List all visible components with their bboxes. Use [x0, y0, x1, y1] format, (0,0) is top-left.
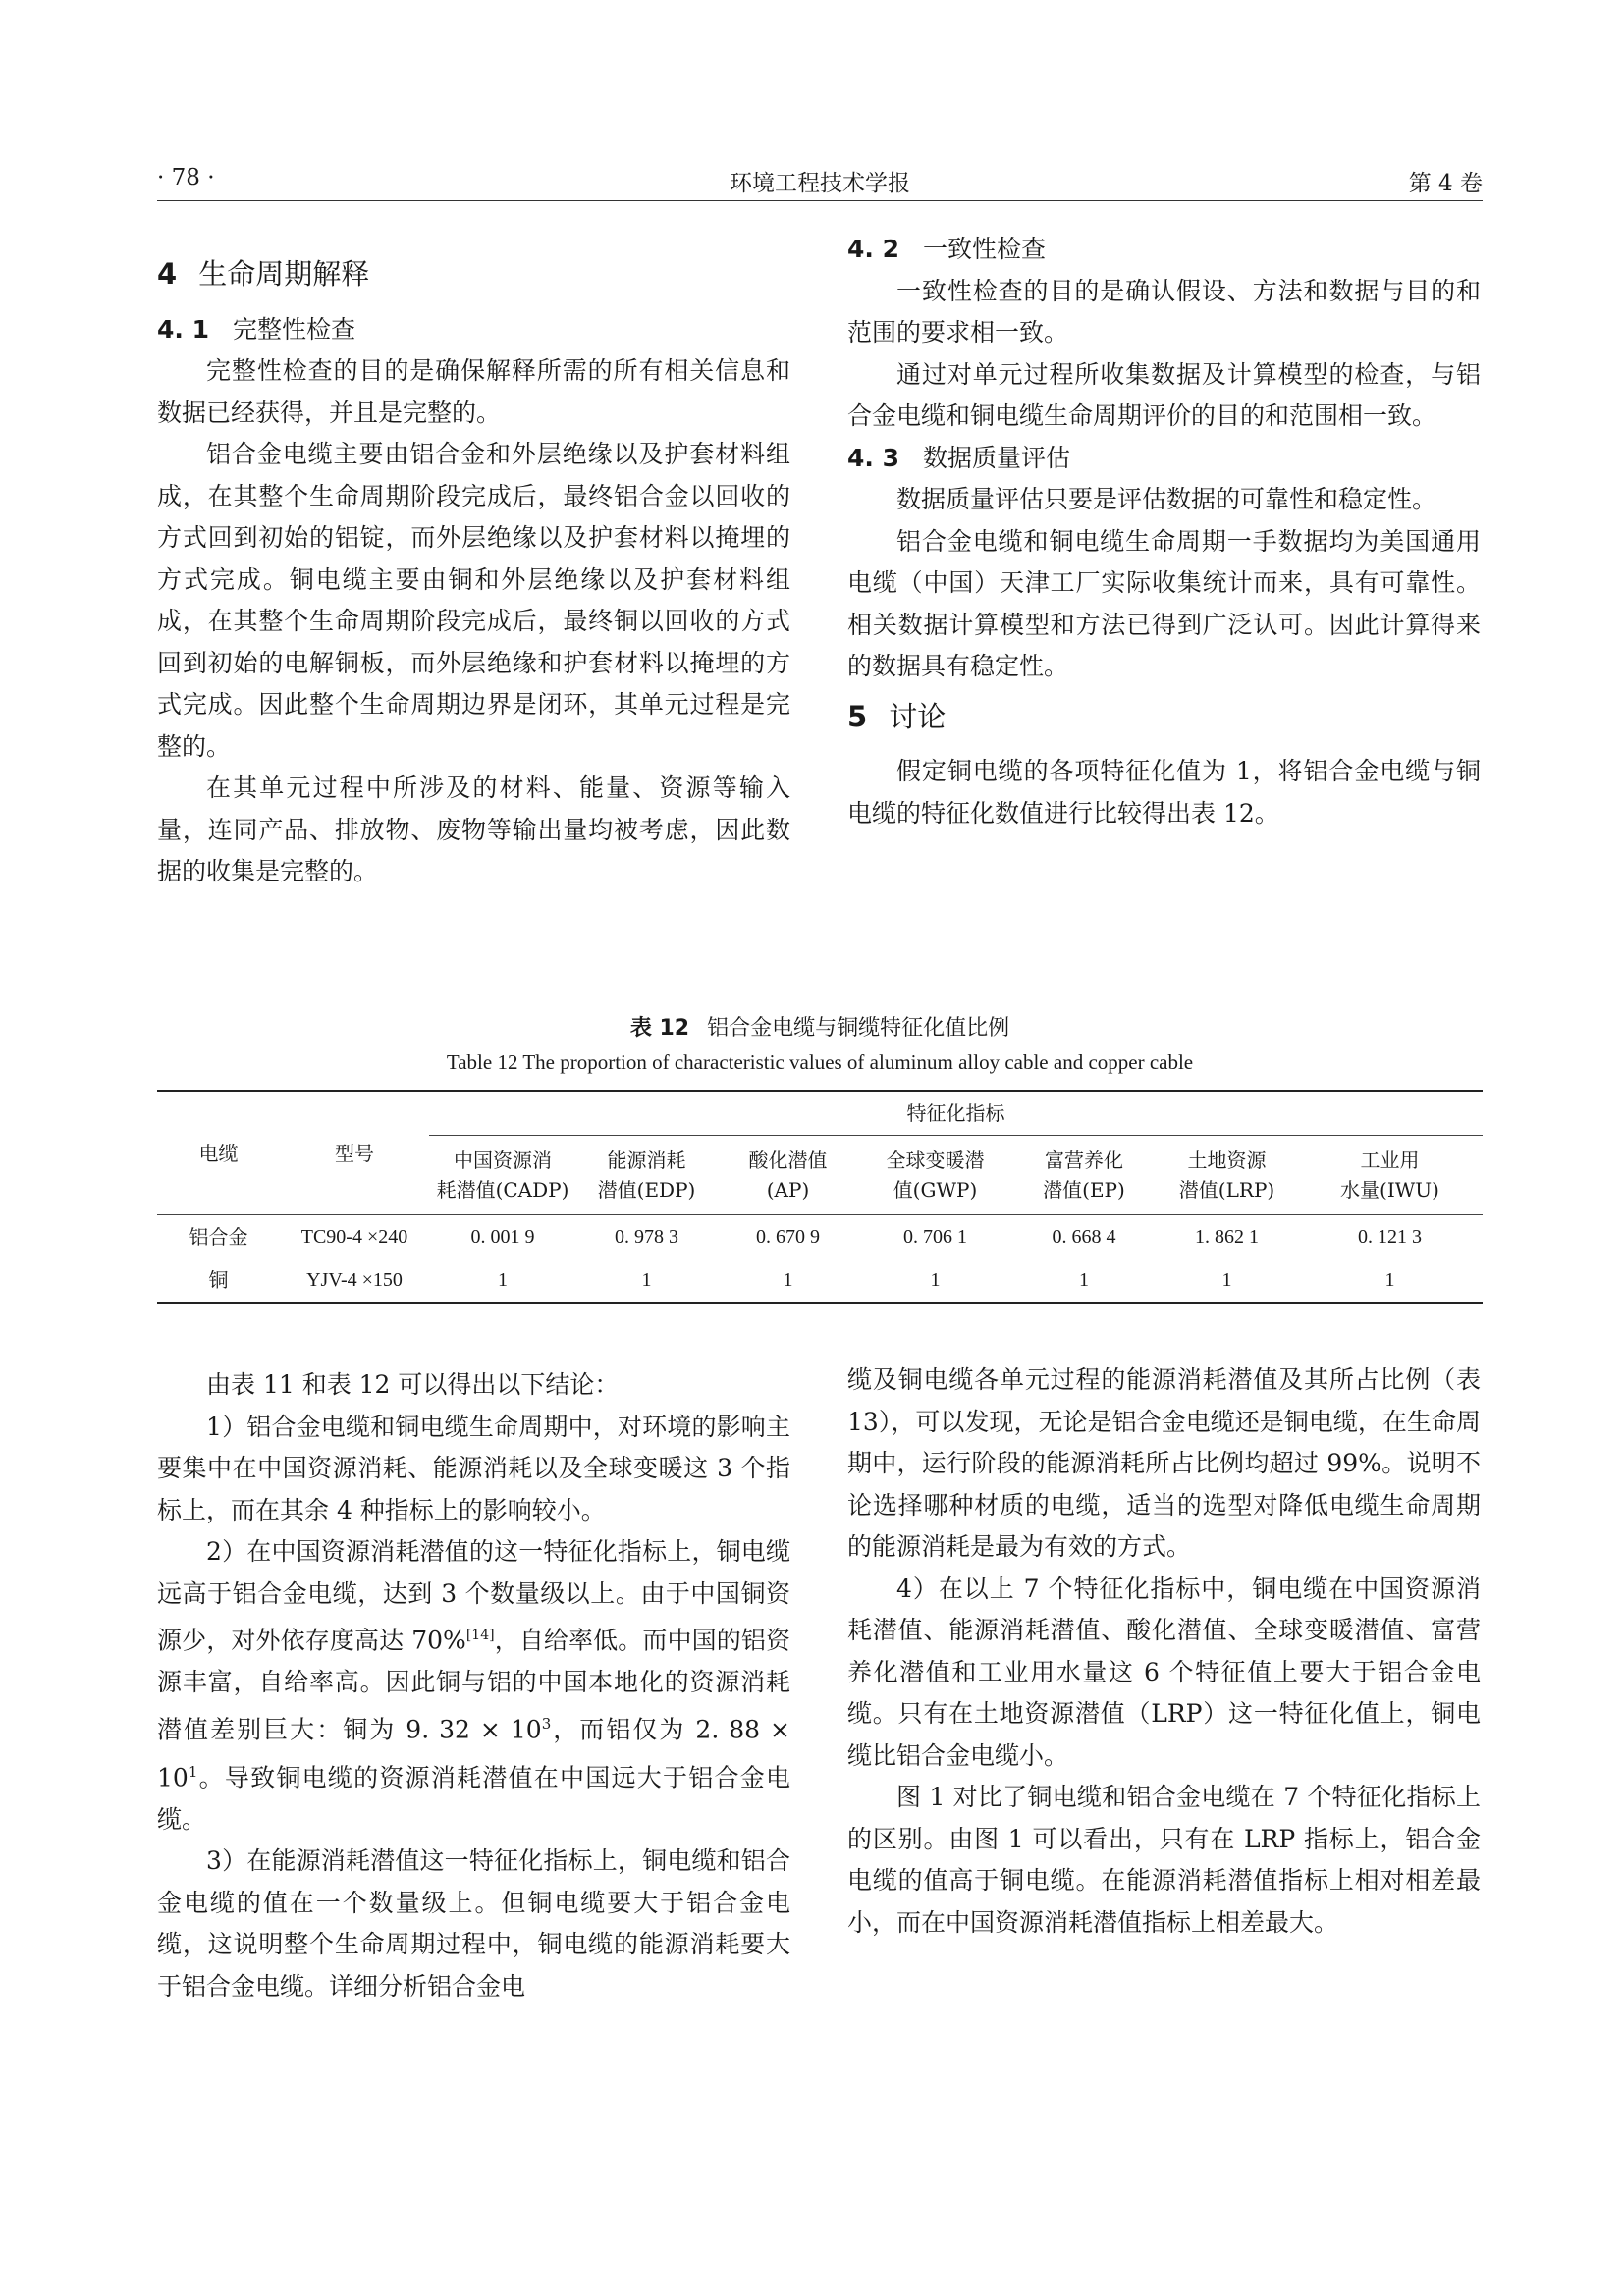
exponent: 1 [188, 1763, 198, 1782]
header-indicator-group: 特征化指标 [429, 1091, 1483, 1136]
volume-label: 第 4 卷 [1408, 171, 1483, 196]
section-5-title: 讨论 [889, 699, 947, 733]
section-4-1-number: 4. 1 [157, 314, 209, 344]
cell-value: 1 [1297, 1258, 1483, 1303]
cell-value: 1 [859, 1258, 1011, 1303]
header-indicator: 中国资源消 耗潜值(CADP) [429, 1136, 576, 1215]
cell-value: 1 [1011, 1258, 1157, 1303]
cell-value: 1 [717, 1258, 859, 1303]
cell-value: 0. 668 4 [1052, 1226, 1116, 1248]
section-4-2-heading [847, 229, 1481, 271]
cell-value: 1 [576, 1258, 717, 1303]
section-4-title: 生命周期解释 [198, 257, 370, 291]
section-4-3-number: 4. 3 [847, 443, 899, 472]
section-4-1-paragraph-1: 完整性检查的目的是确保解释所需的所有相关信息和数据已经获得，并且是完整的。 [157, 356, 790, 427]
header-indicator: 酸化潜值 (AP) [717, 1136, 859, 1215]
section-4-2-title: 一致性检查 [923, 235, 1047, 263]
cell-value: 0. 670 9 [756, 1226, 820, 1248]
running-header [157, 165, 1483, 204]
table-12-caption-text: 铝合金电缆与铜缆特征化值比例 [707, 1016, 1010, 1041]
conclusion-3-continued: 缆及铜电缆各单元过程的能源消耗潜值及其所占比例（表 13），可以发现，无论是铝合金电缆还是铜电缆，在生命周期中，运行阶段的能源消耗所占比例均超过 99%。说明不论选择哪种材质的电缆，适当的选型对降低电缆生命周期的能源消耗是最为有效的方式。 [847, 1365, 1481, 1561]
cell-value: 0. 121 3 [1358, 1226, 1422, 1248]
section-4-number: 4 [157, 257, 178, 291]
section-4-3-heading [847, 438, 1481, 480]
cell-value: 0. 706 1 [903, 1226, 967, 1248]
conclusions-intro: 由表 11 和表 12 可以得出以下结论： [206, 1370, 620, 1399]
header-indicator: 能源消耗 潜值(EDP) [576, 1136, 717, 1215]
page-number: · 78 · [157, 165, 215, 190]
bottom-left-column [157, 1364, 790, 2007]
conclusion-1: 1）铝合金电缆和铜电缆生命周期中，对环境的影响主要集中在中国资源消耗、能源消耗以及全球变暖这 3 个指标上，而在其余 4 种指标上的影响较小。 [157, 1412, 790, 1524]
header-indicator: 全球变暖潜 值(GWP) [859, 1136, 1011, 1215]
section-4-1-paragraph-2: 铝合金电缆主要由铝合金和外层绝缘以及护套材料组成，在其整个生命周期阶段完成后，最终铝合金以回收的方式回到初始的铝锭，而外层绝缘以及护套材料以掩埋的方式完成。铜电缆主要由铜和外层绝缘以及护套材料组成，在其整个生命周期阶段完成后，最终铜以回收的方式回到初始的电解铜板，而外层绝缘和护套材料以掩埋的方式完成。因此整个生命周期边界是闭环，其单元过程是完整的。 [157, 440, 790, 761]
cell-value: 0. 001 9 [470, 1226, 535, 1248]
section-4-3-paragraph-2: 铝合金电缆和铜电缆生命周期一手数据均为美国通用电缆（中国）天津工厂实际收集统计而来，具有可靠性。相关数据计算模型和方法已得到广泛认可。因此计算得来的数据具有稳定性。 [847, 526, 1481, 680]
section-5-paragraph-1: 假定铜电缆的各项特征化值为 1，将铝合金电缆与铜电缆的特征化数值进行比较得出表 12。 [847, 757, 1481, 828]
section-4-3-paragraph-1: 数据质量评估只要是评估数据的可靠性和稳定性。 [896, 485, 1437, 513]
cell-value: 0. 978 3 [615, 1226, 678, 1248]
section-4-heading [157, 253, 790, 295]
section-4-2-number: 4. 2 [847, 235, 899, 263]
table-12-caption-en: Table 12 The proportion of characteristic values of aluminum alloy cable and copper cable [446, 1050, 1194, 1074]
header-rule [157, 200, 1483, 201]
top-right-column [847, 229, 1481, 834]
cell-cable: 铝合金 [189, 1225, 248, 1249]
header-cable: 电缆 [157, 1091, 280, 1215]
header-indicator: 富营养化 潜值(EP) [1011, 1136, 1157, 1215]
figure-1-discussion: 图 1 对比了铜电缆和铝合金电缆在 7 个特征化指标上的区别。由图 1 可以看出，只有在 LRP 指标上，铝合金电缆的值高于铜电缆。在能源消耗潜值指标上相对相差最小，而在中国资源消耗潜值指标上相差最大。 [847, 1783, 1481, 1937]
section-5-number: 5 [847, 699, 868, 733]
section-4-2-paragraph-2: 通过对单元过程所收集数据及计算模型的检查，与铝合金电缆和铜电缆生命周期评价的目的和范围相一致。 [847, 359, 1481, 430]
section-4-1-heading [157, 309, 790, 351]
table-12 [157, 1090, 1483, 1304]
journal-title: 环境工程技术学报 [730, 171, 910, 196]
section-4-2-paragraph-1: 一致性检查的目的是确认假设、方法和数据与目的和范围的要求相一致。 [847, 276, 1481, 347]
conclusion-3: 3）在能源消耗潜值这一特征化指标上，铜电缆和铝合金电缆的值在一个数量级上。但铜电缆要大于铝合金电缆，这说明整个生命周期过程中，铜电缆的能源消耗要大于铝合金电缆。详细分析铝合金电 [157, 1846, 790, 2001]
section-4-1-paragraph-3: 在其单元过程中所涉及的材料、能量、资源等输入量，连同产品、排放物、废物等输出量均被考虑，因此数据的收集是完整的。 [157, 774, 790, 885]
conclusion-2: 2）在中国资源消耗潜值的这一特征化指标上，铜电缆远高于铝合金电缆，达到 3 个数量级以上。由于中国铜资源少，对外依存度高达 70%[14]，自给率低。而中国的铝资源丰富，自给率高。因此铜与铝的中国本地化的资源消耗潜值差别巨大：铜为 9. $32 \times 10^3$，而铝仅为 2. $88 \times 10^1$。导致铜电缆的资源消耗潜值在中国远大于铝合金电缆。 [157, 1537, 791, 1834]
bottom-right-column [847, 1360, 1481, 1944]
header-indicator: 工业用 水量(IWU) [1297, 1136, 1483, 1215]
section-4-1-title: 完整性检查 [233, 314, 356, 344]
section-5-heading [847, 696, 1481, 738]
cell-model: TC90-4 ×240 [300, 1226, 408, 1248]
table-row [157, 1258, 1483, 1303]
exponent: 3 [541, 1715, 552, 1734]
table-12-caption-number: 表 12 [629, 1016, 690, 1041]
cell-value: 1 [429, 1258, 576, 1303]
section-4-3-title: 数据质量评估 [923, 443, 1071, 472]
cell-model: YJV-4 ×150 [280, 1258, 429, 1303]
table-row [157, 1215, 1483, 1259]
citation-ref: [14] [465, 1628, 495, 1643]
cell-cable: 铜 [157, 1258, 280, 1303]
table-12-caption-cn [157, 1011, 1483, 1041]
cell-value: 1. 862 1 [1195, 1226, 1259, 1248]
top-left-column [157, 245, 790, 893]
header-indicator: 土地资源 潜值(LRP) [1157, 1136, 1297, 1215]
conclusion-4: 4）在以上 7 个特征化指标中，铜电缆在中国资源消耗潜值、能源消耗潜值、酸化潜值、全球变暖潜值、富营养化潜值和工业用水量这 6 个特征值上要大于铝合金电缆。只有在土地资源潜值（LRP）这一特征化值上，铜电缆比铝合金电缆小。 [847, 1574, 1481, 1770]
cell-value: 1 [1157, 1258, 1297, 1303]
header-model: 型号 [280, 1091, 429, 1215]
